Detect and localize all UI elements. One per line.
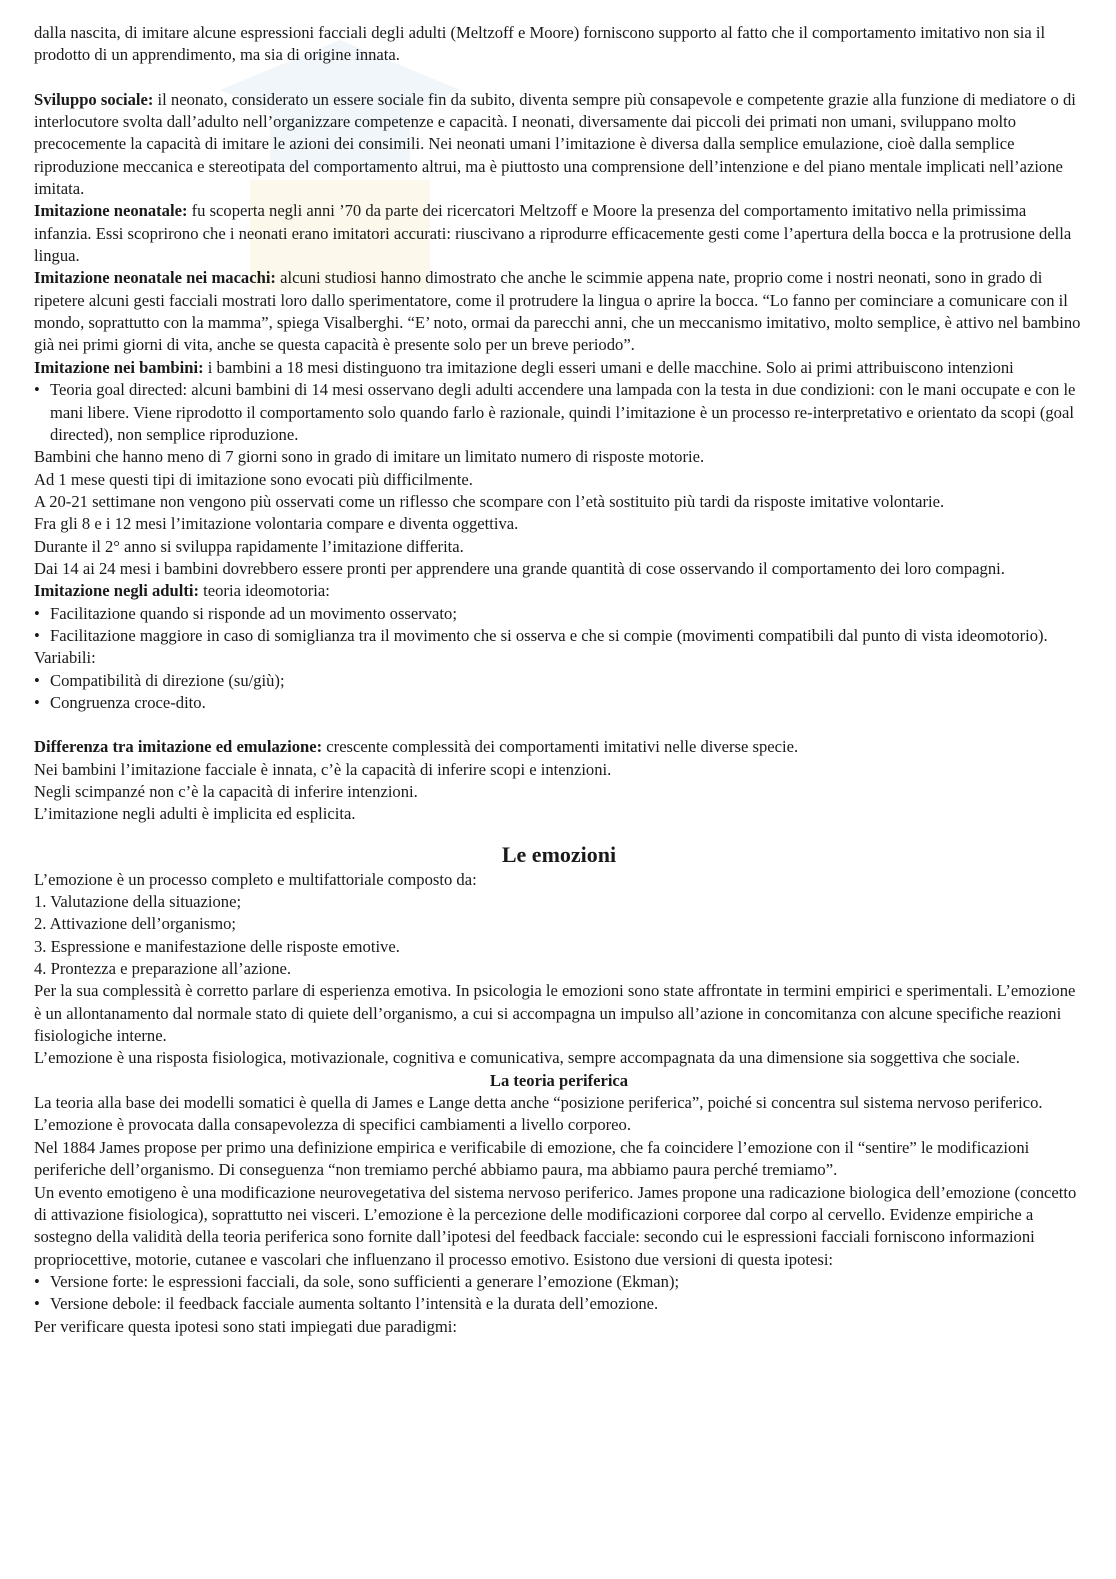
- imitazione-neonatale-paragraph: [34, 200, 1084, 267]
- imitazione-adulti-text: teoria ideomotoria:: [199, 581, 330, 601]
- bambini-line: Durante il 2° anno si sviluppa rapidamente l’imitazione differita.: [34, 536, 464, 556]
- bullet-adulti: • Facilitazione maggiore in caso di somiglianza tra il movimento che si osserva e che si compie (movimenti compatibili dal punto di vista ideomotorio).: [34, 625, 1084, 647]
- variabili-label: Variabili:: [34, 648, 96, 668]
- differenza-line: Negli scimpanzé non c’è la capacità di inferire intenzioni.: [34, 782, 418, 801]
- differenza-line: Nei bambini l’imitazione facciale è innata, c’è la capacità di inferire scopi e intenzioni.: [34, 759, 612, 779]
- bullet-goal-directed: • Teoria goal directed: alcuni bambini di 14 mesi osservano degli adulti accendere una lampada con la testa in due condizioni: con le mani occupate e con le mani libere. Viene riprodotto il comportamento solo quando farlo è razionale, quindi l’imitazione è un processo re-interpretativo e orientato da scopi (goal directed), non semplice riproduzione.: [34, 379, 1084, 446]
- bambini-line: Fra gli 8 e i 12 mesi l’imitazione volontaria compare e diventa oggettiva.: [34, 514, 519, 534]
- emozioni-intro: L’emozione è un processo completo e multifattoriale composto da:: [34, 869, 477, 889]
- document-page: [34, 22, 1084, 1338]
- intro-paragraph: dalla nascita, di imitare alcune espressioni facciali degli adulti (Meltzoff e Moore) forniscono supporto al fatto che il comportamento imitativo non sia il prodotto di un apprendimento, ma sia di origine innata.: [34, 23, 1046, 65]
- bambini-line: Dai 14 ai 24 mesi i bambini dovrebbero essere pronti per apprendere una grande quantità di cose osservando il comportamento dei loro compagni.: [34, 558, 1005, 578]
- bullet-variabile: • Congruenza croce-dito.: [34, 692, 1084, 714]
- imitazione-neonatale-text: fu scoperta negli anni ’70 da parte dei ricercatori Meltzoff e Moore la presenza del comportamento imitativo nella primissima infanzia. Essi scoprirono che i neonati erano imitatori accurati: riuscivano a riprodurre efficacemente gesti come l’apertura della bocca e la protrusione della lingua.: [34, 201, 1072, 266]
- imitazione-bambini-label: Imitazione nei bambini:: [34, 357, 204, 377]
- bambini-line: A 20-21 settimane non vengono più osservati come un riflesso che scompare con l’età sostituito più tardi da risposte imitative volontarie.: [34, 491, 945, 511]
- differenza-text: crescente complessità dei comportamenti imitativi nelle diverse specie.: [322, 737, 799, 757]
- imitazione-adulti-paragraph: [34, 580, 1084, 602]
- section-title-emozioni: Le emozioni: [501, 841, 617, 867]
- differenza-paragraph: [34, 736, 1084, 758]
- bullet-adulti: • Facilitazione quando si risponde ad un movimento osservato;: [34, 603, 1084, 625]
- bullet-versione: • Versione debole: il feedback facciale aumenta soltanto l’intensità e la durata dell’emozione.: [34, 1293, 1084, 1315]
- differenza-line: L’imitazione negli adulti è implicita ed esplicita.: [34, 804, 356, 824]
- imitazione-macachi-label: Imitazione neonatale nei macachi:: [34, 268, 276, 288]
- subsection-title-teoria-periferica: La teoria periferica: [489, 1070, 629, 1090]
- imitazione-macachi-paragraph: [34, 267, 1084, 356]
- sviluppo-sociale-text: il neonato, considerato un essere sociale fin da subito, diventa sempre più consapevole e competente grazie alla funzione di mediatore o di interlocutore svolta dall’adulto nell’organizzare competenze e capacità. I neonati, diversamente dai piccoli dei primati non umani, sviluppano molto precocemente la capacità di imitare le azioni dei consimili. Nei neonati umani l’imitazione è diversa dalla semplice emulazione, cioè dalla semplice riproduzione meccanica e stereotipata del comportamento altrui, ma è piuttosto una comprensione dell’intenzione e del piano mentale implicati nell’azione imitata.: [34, 89, 1076, 199]
- bullet-versione: • Versione forte: le espressioni facciali, da sole, sono sufficienti a generare l’emozione (Ekman);: [34, 1271, 1084, 1293]
- numbered-item: 4. Prontezza e preparazione all’azione.: [34, 959, 292, 979]
- imitazione-bambini-paragraph: [34, 357, 1084, 379]
- emozioni-paragraph: Per la sua complessità è corretto parlare di esperienza emotiva. In psicologia le emozioni sono state affrontate in termini empirici e sperimentali. L’emozione è un allontanamento dal normale stato di quiete dell’organismo, a cui si accompagna un impulso all’azione in concomitanza con alcune specifiche reazioni fisiologiche interne.: [34, 981, 1076, 1046]
- differenza-label: Differenza tra imitazione ed emulazione:: [34, 737, 323, 757]
- sviluppo-sociale-paragraph: [34, 89, 1084, 201]
- bambini-line: Ad 1 mese questi tipi di imitazione sono evocati più difficilmente.: [34, 469, 473, 489]
- bambini-line: Bambini che hanno meno di 7 giorni sono in grado di imitare un limitato numero di risposte motorie.: [34, 447, 705, 467]
- teoria-paragraph: La teoria alla base dei modelli somatici è quella di James e Lange detta anche “posizione periferica”, poiché si concentra sul sistema nervoso periferico. L’emozione è provocata dalla consapevolezza di specifici cambiamenti a livello corporeo.: [34, 1093, 1043, 1135]
- teoria-paragraph: Un evento emotigeno è una modificazione neurovegetativa del sistema nervoso periferico. James propone una radicazione biologica dell’emozione (concetto di attivazione fisiologica), soprattutto nei visceri. L’emozione è la percezione delle modificazioni corporee dal corpo al cervello. Evidenze empiriche a sostegno della validità della teoria periferica sono fornite dall’ipotesi del feedback facciale: secondo cui le espressioni facciali forniscono informazioni propriocettive, motorie, cutanee e vascolari che influenzano il processo emotivo. Esistono due versioni di questa ipotesi:: [34, 1182, 1077, 1269]
- teoria-paragraph: Nel 1884 James propose per primo una definizione empirica e verificabile di emozione, che fa coincidere l’emozione con il “sentire” le modificazioni periferiche dell’organismo. Di conseguenza “non tremiamo perché abbiamo paura, ma abbiamo paura perché tremiamo”.: [34, 1137, 1030, 1180]
- numbered-item: 1. Valutazione della situazione;: [34, 892, 242, 912]
- bullet-variabile: • Compatibilità di direzione (su/giù);: [34, 670, 1084, 692]
- imitazione-neonatale-label: Imitazione neonatale:: [34, 201, 188, 221]
- imitazione-adulti-label: Imitazione negli adulti:: [34, 581, 200, 601]
- numbered-item: 3. Espressione e manifestazione delle risposte emotive.: [34, 936, 400, 956]
- numbered-item: 2. Attivazione dell’organismo;: [34, 914, 237, 934]
- imitazione-macachi-text: alcuni studiosi hanno dimostrato che anche le scimmie appena nate, proprio come i nostri neonati, sono in grado di ripetere alcuni gesti facciali mostrati loro dallo sperimentatore, come il protrudere la lingua o aprire la bocca. “Lo fanno per cominciare a comunicare con il mondo, soprattutto con la mamma”, spiega Visalberghi. “E’ noto, ormai da parecchi anni, che un meccanismo imitativo, molto semplice, è attivo nel bambino già nei primi giorni di vita, anche se questa capacità è presente solo per un breve periodo”.: [34, 268, 1081, 355]
- imitazione-bambini-text: i bambini a 18 mesi distinguono tra imitazione degli esseri umani e delle macchine. Solo ai primi attribuiscono intenzioni: [203, 357, 1014, 377]
- emozioni-paragraph: L’emozione è una risposta fisiologica, motivazionale, cognitiva e comunicativa, sempre accompagnata da una dimensione sia soggettiva che sociale.: [34, 1048, 1020, 1068]
- teoria-closing: Per verificare questa ipotesi sono stati impiegati due paradigmi:: [34, 1316, 458, 1336]
- sviluppo-sociale-label: Sviluppo sociale:: [34, 89, 154, 109]
